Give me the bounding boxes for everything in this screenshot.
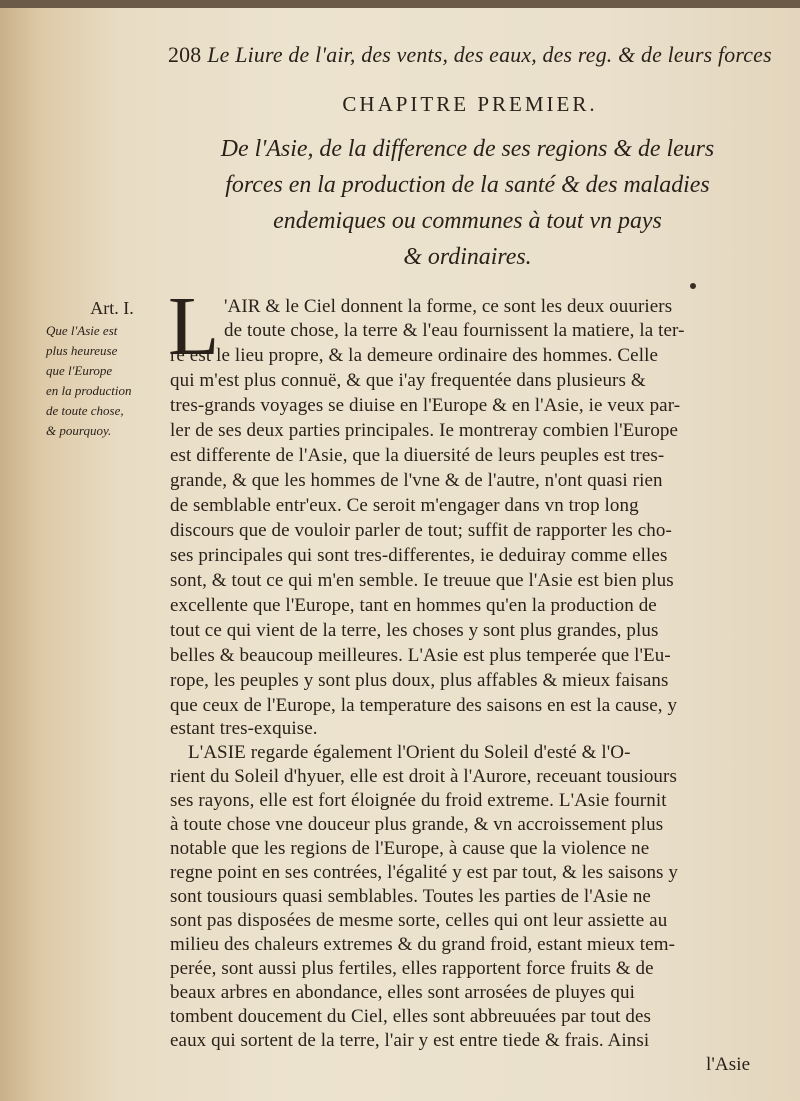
running-head — [168, 42, 772, 68]
body-line: ses rayons, elle est fort éloignée du froid extreme. L'Asie fournit — [170, 790, 667, 811]
body-line: rient du Soleil d'hyuer, elle est droit à l'Aurore, receuant tousiours — [170, 766, 677, 787]
margin-note-line: de toute chose, — [46, 403, 124, 418]
chapter-heading: CHAPITRE PREMIER. — [342, 92, 598, 116]
margin-note — [46, 295, 168, 441]
margin-note-line: plus heureuse — [46, 343, 118, 358]
body-line: que ceux de l'Europe, la temperature des saisons en est la cause, y — [170, 695, 678, 716]
body-line: tout ce qui vient de la terre, les choses y sont plus grandes, plus — [170, 620, 659, 641]
body-line: qui m'est plus connuë, & que i'ay frequentée dans plusieurs & — [170, 370, 646, 391]
body-line: sont tousiours quasi semblables. Toutes les parties de l'Asie ne — [170, 886, 651, 907]
margin-note-line: en la production — [46, 383, 132, 398]
body-line: tres-grands voyages se diuise en l'Europe & en l'Asie, ie veux par- — [170, 395, 681, 416]
body-line: beaux arbres en abondance, elles sont arrosées de pluyes qui — [170, 982, 635, 1003]
chapter-title-line: & ordinaires. — [403, 244, 532, 270]
drop-cap: L — [168, 280, 220, 373]
body-line: ses principales qui sont tres-differentes, ie deduiray comme elles — [170, 545, 668, 566]
body-line: eaux qui sortent de la terre, l'air y est entre tiede & frais. Ainsi — [170, 1030, 650, 1051]
article-label: Art. I. — [90, 298, 134, 318]
body-line: belles & beaucoup meilleures. L'Asie est plus temperée que l'Eu- — [170, 645, 671, 666]
body-line: perée, sont aussi plus fertiles, elles rapportent force fruits & de — [170, 958, 654, 979]
body-line: ler de ses deux parties principales. Ie montreray combien l'Europe — [170, 420, 679, 441]
body-line: sont, & tout ce qui m'en semble. Ie treuue que l'Asie est bien plus — [170, 570, 674, 591]
body-line: L'ASIE regarde également l'Orient du Soleil d'esté & l'O- — [188, 742, 631, 763]
body-line: sont pas disposées de mesme sorte, celles qui ont leur assiette au — [170, 910, 668, 931]
running-head-text: Le Liure de l'air, des vents, des eaux, des reg. & de leurs forces — [207, 42, 772, 67]
body-line: tombent doucement du Ciel, elles sont abbreuuées par tout des — [170, 1006, 651, 1027]
body-line: grande, & que les hommes de l'vne & de l'autre, n'ont quasi rien — [170, 470, 663, 491]
body-line: rope, les peuples y sont plus doux, plus affables & mieux faisans — [170, 670, 669, 691]
body-line: à toute chose vne douceur plus grande, & vn accroissement plus — [170, 814, 664, 835]
body-line: est differente de l'Asie, que la diuersité de leurs peuples est tres- — [170, 445, 665, 466]
page-number: 208 — [168, 42, 202, 67]
body-line: notable que les regions de l'Europe, à cause que la violence ne — [170, 838, 650, 859]
margin-note-line: que l'Europe — [46, 363, 113, 378]
ink-dot-ornament — [690, 283, 696, 289]
page-top-edge — [0, 0, 800, 8]
body-line: regne point en ses contrées, l'égalité y est par tout, & les saisons y — [170, 862, 678, 883]
body-line: re est le lieu propre, & la demeure ordinaire des hommes. Celle — [170, 345, 658, 366]
margin-note-line: Que l'Asie est — [46, 323, 118, 338]
chapter-title-line: endemiques ou communes à tout vn pays — [273, 208, 662, 234]
body-line: discours que de vouloir parler de tout; suffit de rapporter les cho- — [170, 520, 672, 541]
body-line: estant tres-exquise. — [170, 718, 318, 739]
catchword: l'Asie — [706, 1054, 751, 1075]
body-line: milieu des chaleurs extremes & du grand froid, estant mieux tem- — [170, 934, 676, 955]
body-line: excellente que l'Europe, tant en hommes qu'en la production de — [170, 595, 657, 616]
chapter-title-line: De l'Asie, de la difference de ses regions & de leurs — [220, 136, 715, 162]
body-line: de toute chose, la terre & l'eau fournissent la matiere, la ter- — [224, 320, 685, 341]
chapter-title-line: forces en la production de la santé & des maladies — [225, 172, 710, 198]
body-line: 'AIR & le Ciel donnent la forme, ce sont les deux ouuriers — [224, 296, 673, 317]
body-line: de semblable entr'eux. Ce seroit m'engager dans vn trop long — [170, 495, 639, 516]
margin-note-line: & pourquoy. — [46, 423, 112, 438]
